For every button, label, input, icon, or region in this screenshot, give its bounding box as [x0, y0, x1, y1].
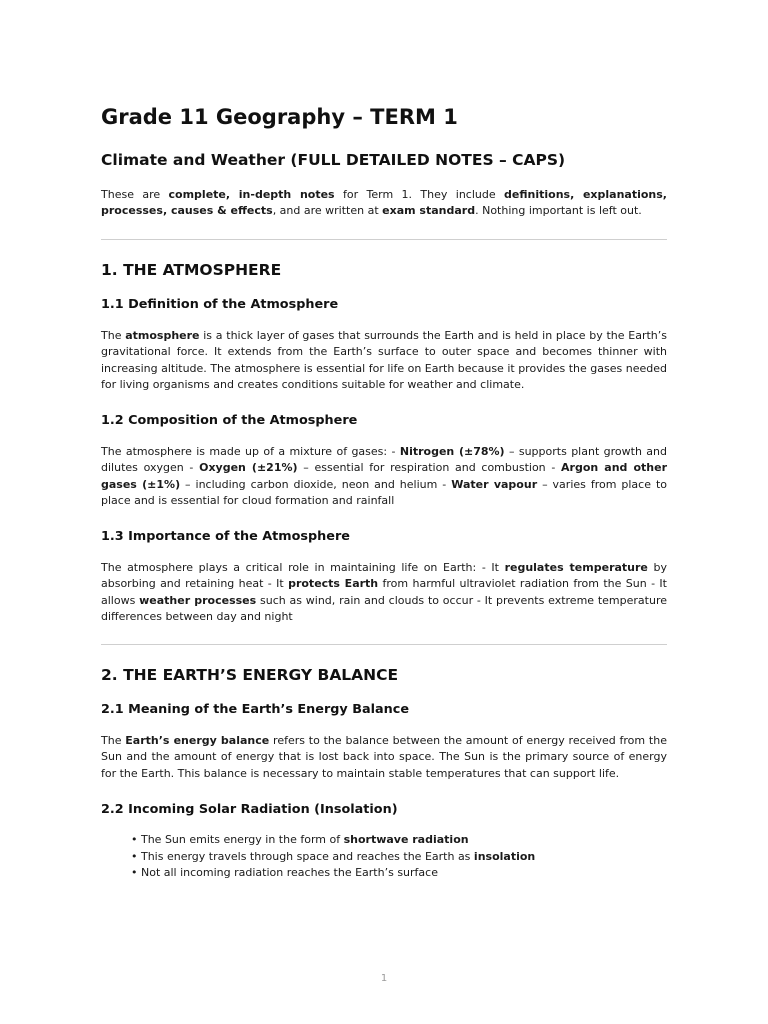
bold-term: exam standard [382, 204, 476, 218]
bold-term: atmosphere [125, 329, 200, 342]
composition-paragraph: The atmosphere is made up of a mixture of gases: - Nitrogen (±78%) – supports plant growth and dilutes oxygen - Oxygen (±21%) – essential for respiration and combustion - Argon and other gases (±1%) – including carbon dioxide, neon and helium - Water vapour – varies from place to place and is essential for cloud formation and rainfall [101, 445, 667, 507]
section-heading-atmosphere: 1. THE ATMOSPHERE [101, 261, 282, 279]
bold-term: insolation [473, 849, 536, 863]
bold-term: Earth’s energy balance [125, 734, 270, 747]
subsection-heading-composition: 1.2 Composition of the Atmosphere [101, 413, 358, 428]
document-title: Grade 11 Geography – TERM 1 [101, 105, 458, 129]
subsection-heading-importance: 1.3 Importance of the Atmosphere [101, 529, 350, 544]
bold-term: Nitrogen (±78%) [399, 445, 505, 458]
bold-term: regulates temperature [504, 561, 648, 574]
bullet-item: • The Sun emits energy in the form of shortwave radiation [131, 833, 469, 846]
section-divider [101, 644, 667, 645]
bold-term: Argon and other gases (±1%) [101, 461, 667, 491]
insolation-bullet-list [131, 832, 535, 882]
bold-term: protects Earth [288, 577, 379, 591]
page-number: 1 [380, 973, 388, 984]
section-divider [101, 239, 667, 240]
bullet-item: • Not all incoming radiation reaches the Earth’s surface [131, 866, 438, 879]
bold-term: complete, in-depth notes [168, 188, 335, 201]
bold-term: Water vapour [451, 477, 538, 491]
energy-meaning-paragraph: The Earth’s energy balance refers to the balance between the amount of energy received from the Sun and the amount of energy that is lost back into space. The Sun is the primary source of energy for the Earth. This balance is necessary to maintain stable temperatures that can support life. [101, 734, 667, 780]
bold-term: Oxygen (±21%) [199, 461, 298, 475]
bold-term: definitions, explanations, processes, causes & effects [101, 188, 667, 218]
importance-paragraph: The atmosphere plays a critical role in maintaining life on Earth: - It regulates temperature by absorbing and retaining heat - It protects Earth from harmful ultraviolet radiation from the Sun - It allows weather processes such as wind, rain and clouds to occur - It prevents extreme temperature differences between day and night [101, 561, 667, 623]
subsection-heading-definition: 1.1 Definition of the Atmosphere [101, 297, 339, 312]
definition-paragraph: The atmosphere is a thick layer of gases that surrounds the Earth and is held in place by the Earth’s gravitational force. It extends from the Earth’s surface to outer space and becomes thinner with increasing altitude. The atmosphere is essential for life on Earth because it provides the gases needed for living organisms and creates conditions suitable for weather and climate. [101, 329, 667, 391]
section-heading-energy-balance: 2. THE EARTH’S ENERGY BALANCE [101, 666, 399, 684]
subsection-heading-energy-meaning: 2.1 Meaning of the Earth’s Energy Balance [101, 702, 410, 717]
document-subtitle: Climate and Weather (FULL DETAILED NOTES – CAPS) [101, 151, 566, 169]
bold-term: weather processes [139, 593, 257, 607]
subsection-heading-insolation: 2.2 Incoming Solar Radiation (Insolation) [101, 802, 398, 817]
intro-paragraph: These are complete, in-depth notes for Term 1. They include definitions, explanations, processes, causes & effects, and are written at exam standard. Nothing important is left out. [101, 188, 667, 218]
bold-term: shortwave radiation [343, 833, 469, 846]
bullet-item: • This energy travels through space and reaches the Earth as insolation [131, 849, 536, 863]
